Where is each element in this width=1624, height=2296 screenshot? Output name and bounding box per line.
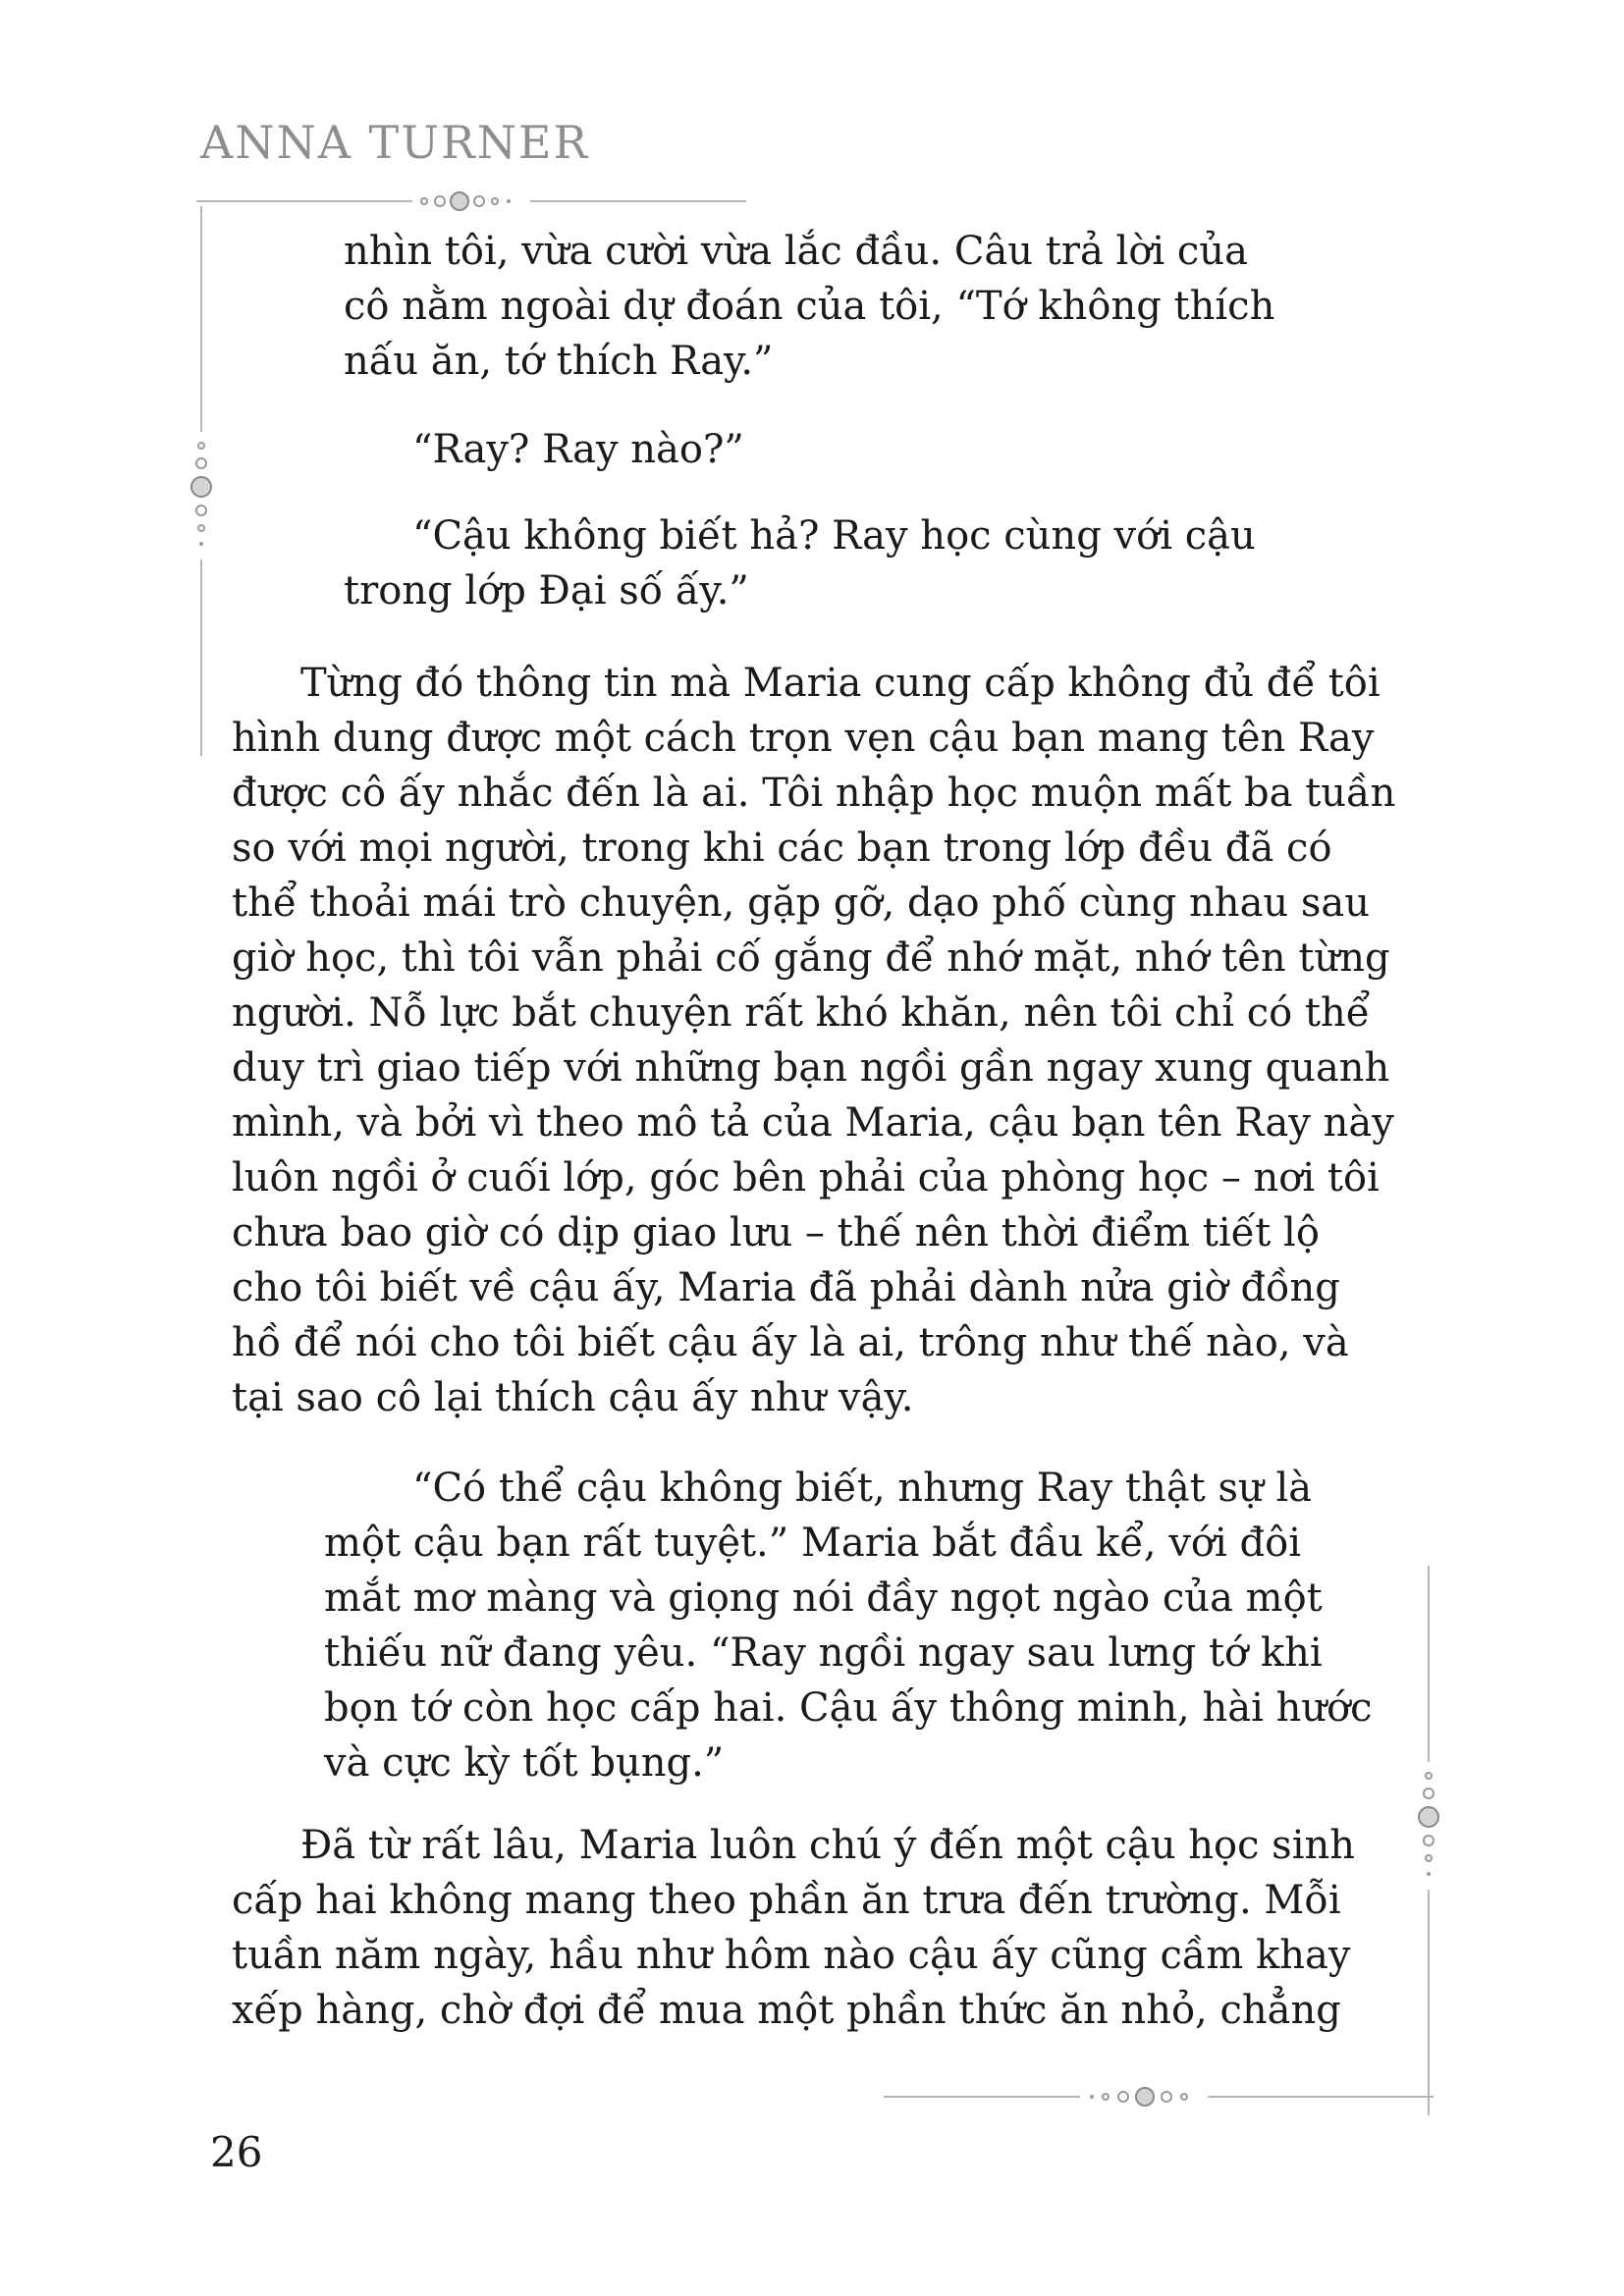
paragraph-dialog-2: “Ray? Ray nào?” bbox=[412, 427, 744, 472]
bottom-ornament-divider bbox=[884, 2084, 1434, 2109]
paragraph-dialog-4: “Có thể cậu không biết, nhưng Ray thật sự là một cậu bạn rất tuyệt.” Maria bắt đầu kể, với đôi mắt mơ màng và giọng nói đầy ngọt ngào của một thiếu nữ đang yêu. “Ray ngồi ngay sau lưng tớ khi bọn tớ còn học cấp hai. Cậu ấy thông minh, hài hước và cực kỳ tốt bụng.” bbox=[324, 1466, 1373, 1786]
paragraph-dialog-3: “Cậu không biết hả? Ray học cùng với cậu trong lớp Đại số ấy.” bbox=[344, 513, 1256, 614]
paragraph-body-2: Đã từ rất lâu, Maria luôn chú ý đến một cậu học sinh cấp hai không mang theo phần ăn trưa đến trường. Mỗi tuần năm ngày, hầu như hôm nào cậu ấy cũng cầm khay xếp hàng, chờ đợi để mua một phần thức ăn nhỏ, chẳng bbox=[232, 1823, 1356, 2033]
paragraph-dialog-1: nhìn tôi, vừa cười vừa lắc đầu. Câu trả lời của cô nằm ngoài dự đoán của tôi, “Tớ không thích nấu ăn, tớ thích Ray.” bbox=[344, 229, 1275, 384]
top-ornament-divider bbox=[196, 188, 746, 214]
page-number: 26 bbox=[210, 2128, 263, 2176]
running-head-author: ANNA TURNER bbox=[200, 116, 590, 169]
paragraph-body-1: Từng đó thông tin mà Maria cung cấp không đủ để tôi hình dung được một cách trọn vẹn cậu bạn mang tên Ray được cô ấy nhắc đến là ai. Tôi nhập học muộn mất ba tuần so với mọi người, trong khi các bạn trong lớp đều đã có thể thoải mái trò chuyện, gặp gỡ, dạo phố cùng nhau sau giờ học, thì tôi vẫn phải cố gắng để nhớ mặt, nhớ tên từng người. Nỗ lực bắt chuyện rất khó khăn, nên tôi chỉ có thể duy trì giao tiếp với những bạn ngồi gần ngay xung quanh mình, và bởi vì theo mô tả của Maria, cậu bạn tên Ray này luôn ngồi ở cuối lớp, góc bên phải của phòng học – nơi tôi chưa bao giờ có dịp giao lưu – thế nên thời điểm tiết lộ cho tôi biết về cậu ấy, Maria đã phải dành nửa giờ đồng hồ để nói cho tôi biết cậu ấy là ai, trông như thế nào, và tại sao cô lại thích cậu ấy như vậy. bbox=[232, 661, 1396, 1420]
right-ornament-vertical bbox=[1414, 1566, 1443, 2115]
left-ornament-vertical bbox=[187, 206, 216, 756]
